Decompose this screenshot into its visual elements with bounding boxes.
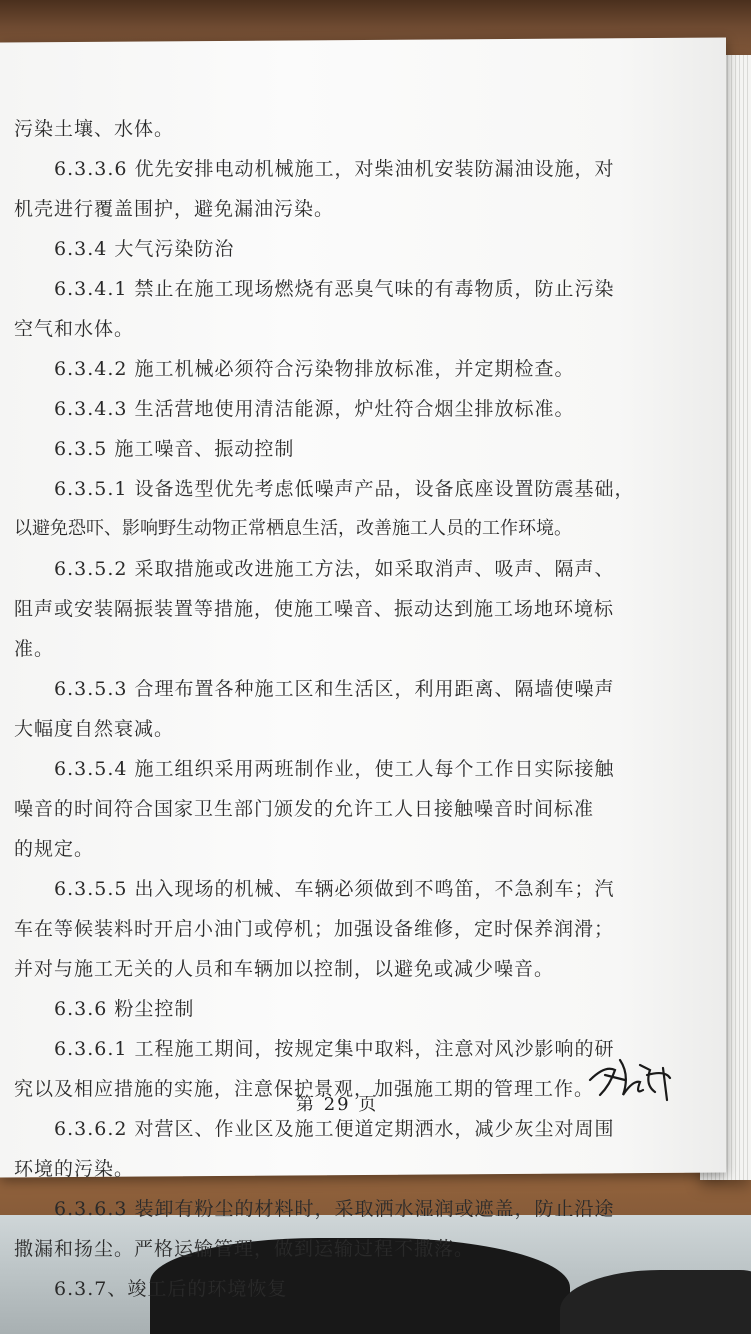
text-line: 6.3.5.3 合理布置各种施工区和生活区，利用距离、隔墙使噪声 <box>54 678 615 700</box>
text-line: 噪音的时间符合国家卫生部门颁发的允许工人日接触噪音时间标准 <box>14 798 595 820</box>
text-line: 6.3.6.1 工程施工期间，按规定集中取料，注意对风沙影响的研 <box>54 1038 615 1060</box>
text-line: 环境的污染。 <box>14 1158 135 1180</box>
text-line: 究以及相应措施的实施，注意保护景观，加强施工期的管理工作。 <box>14 1078 595 1100</box>
text-line: 车在等候装料时开启小油门或停机；加强设备维修，定时保养润滑； <box>14 918 615 940</box>
text-line: 大幅度自然衰减。 <box>14 718 175 740</box>
handwritten-signature <box>585 1040 685 1110</box>
text-line: 6.3.5.5 出入现场的机械、车辆必须做到不鸣笛，不急刹车；汽 <box>54 878 615 900</box>
text-line: 6.3.6.3 装卸有粉尘的材料时，采取洒水湿润或遮盖，防止沿途 <box>54 1198 615 1220</box>
text-line: 撒漏和扬尘。严格运输管理，做到运输过程不撒落。 <box>14 1238 475 1260</box>
text-line: 机壳进行覆盖围护，避免漏油污染。 <box>14 198 335 220</box>
text-line: 阻声或安装隔振装置等措施，使施工噪音、振动达到施工场地环境标 <box>14 598 615 620</box>
text-line: 6.3.4.1 禁止在施工现场燃烧有恶臭气味的有毒物质，防止污染 <box>54 278 615 300</box>
text-line: 6.3.4.2 施工机械必须符合污染物排放标准，并定期检查。 <box>54 358 575 380</box>
text-line: 6.3.5.2 采取措施或改进施工方法，如采取消声、吸声、隔声、 <box>54 558 615 580</box>
text-line: 污染土壤、水体。 <box>14 118 175 140</box>
page-number: 第 29 页 <box>296 1094 379 1115</box>
section-heading: 6.3.6 粉尘控制 <box>54 998 195 1020</box>
text-line: 以避免恐吓、影响野生动物正常栖息生活，改善施工人员的工作环境。 <box>14 518 572 539</box>
text-line: 6.3.3.6 优先安排电动机械施工，对柴油机安装防漏油设施，对 <box>54 158 615 180</box>
text-line: 准。 <box>14 638 55 660</box>
text-line: 并对与施工无关的人员和车辆加以控制，以避免或减少噪音。 <box>14 958 555 980</box>
section-heading: 6.3.4 大气污染防治 <box>54 238 235 260</box>
text-line: 空气和水体。 <box>14 318 135 340</box>
section-heading: 6.3.7、竣工后的环境恢复 <box>54 1278 288 1300</box>
text-line: 6.3.5.4 施工组织采用两班制作业，使工人每个工作日实际接触 <box>54 758 615 780</box>
text-line: 6.3.6.2 对营区、作业区及施工便道定期洒水，减少灰尘对周围 <box>54 1118 615 1140</box>
section-heading: 6.3.5 施工噪音、振动控制 <box>54 438 295 460</box>
text-line: 6.3.5.1 设备选型优先考虑低噪声产品，设备底座设置防震基础， <box>54 478 635 500</box>
text-line: 的规定。 <box>14 838 95 860</box>
text-line: 6.3.4.3 生活营地使用清洁能源，炉灶符合烟尘排放标准。 <box>54 398 575 420</box>
